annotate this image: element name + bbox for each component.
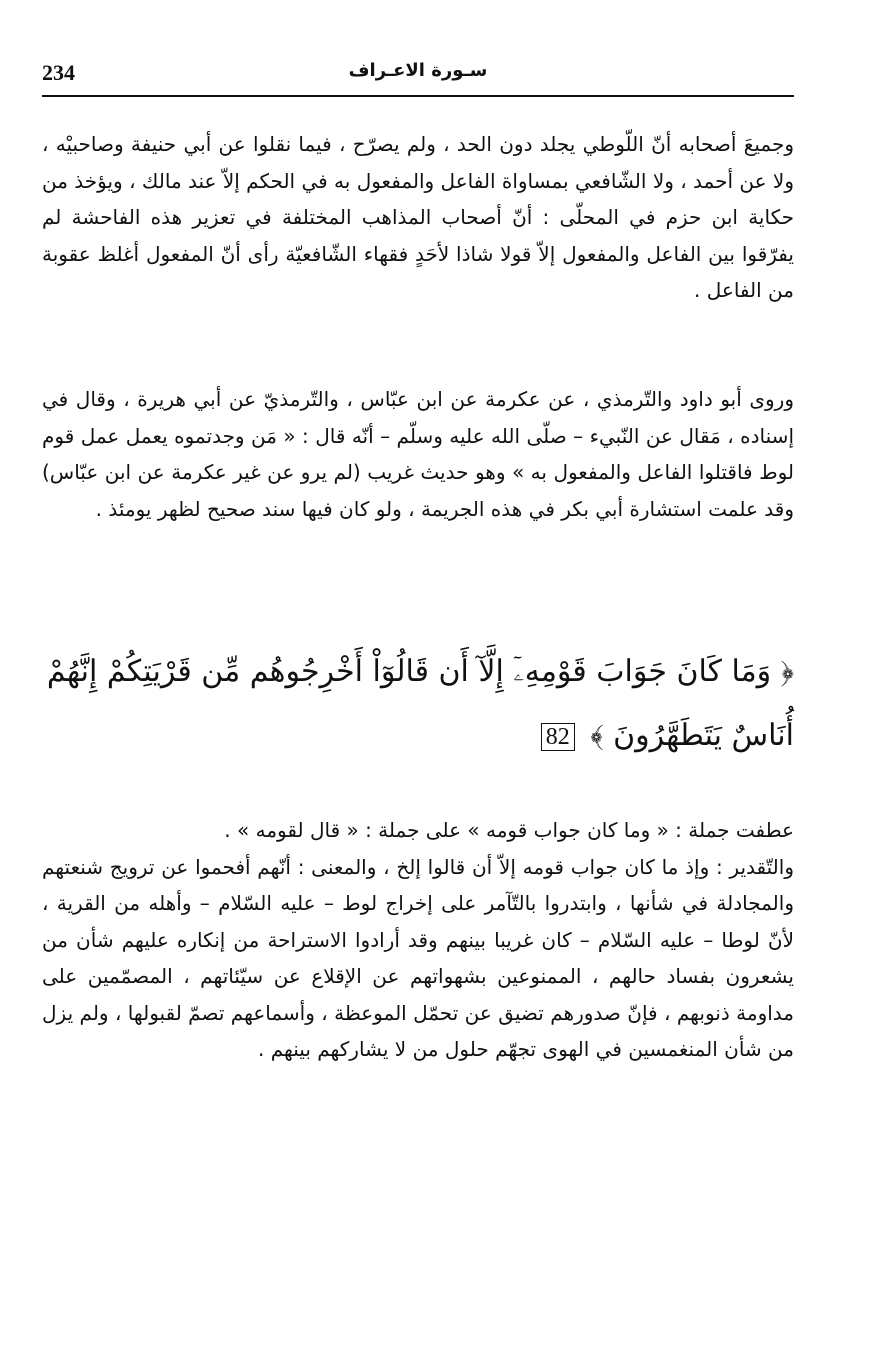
page-number: 234 bbox=[42, 60, 75, 85]
header-rule bbox=[42, 95, 794, 97]
commentary-block-1 bbox=[42, 126, 794, 309]
verse-text: وَمَا كَانَ جَوَابَ قَوْمِهِۦٓ إِلَّآ أَن قَالُوٓاْ أَخْرِجُوهُم مِّن قَرْيَتِكُمْ إِنَّهُمْ أُنَاسٌ يَتَطَهَّرُونَ bbox=[46, 654, 794, 753]
paragraph: وروى أبو داود والتّرمذي ، عن عكرمة عن ابن عبّاس ، والتّرمذيّ عن أبي هريرة ، وقال في إسناده ، مَقال عن النّبيء – صلّى الله عليه وسلّم – أنّه قال : « مَن وجدتموه يعمل عمل قوم لوط فاقتلوا الفاعل والمفعول به » وهو حديث غريب (لم يرو عن غير عكرمة عن ابن عبّاس) وقد علمت استشارة أبي بكر في هذه الجريمة ، ولو كان فيها سند صحيح لظهر يومئذ . bbox=[42, 387, 794, 521]
commentary-block-3 bbox=[42, 812, 794, 1068]
commentary-block-2 bbox=[42, 381, 794, 527]
page-header bbox=[42, 58, 794, 94]
paragraph: عطفت جملة : « وما كان جواب قومه » على جملة : « قال لقومه » . bbox=[224, 818, 794, 842]
paragraph: وجميعَ أصحابه أنّ اللّوطي يجلد دون الحد ، ولم يصرّح ، فيما نقلوا عن أبي حنيفة وصاحبيْه ، ولا عن أحمد ، ولا الشّافعي بمساواة الفاعل والمفعول به في الحكم إلاّ عند مالك ، ويؤخذ من حكاية ابن حزم في المحلّى : أنّ أصحاب المذاهب المختلفة في تعزير هذه الفاحشة لم يفرّقوا بين الفاعل والمفعول إلاّ قولا شاذا لأحَدٍ فقهاء الشّافعيّة رأى أنّ المفعول أغلظ عقوبة من الفاعل . bbox=[42, 132, 794, 302]
verse-open-bracket: ﴿ bbox=[780, 654, 794, 689]
verse-number: 82 bbox=[541, 723, 575, 751]
quran-verse bbox=[42, 640, 794, 768]
verse-close-bracket: ﴾ bbox=[590, 718, 604, 753]
paragraph: والتّقدير : وإذ ما كان جواب قومه إلاّ أن قالوا إلخ ، والمعنى : أنّهم أفحموا عن ترويج شنعتهم والمجادلة في شأنها ، وابتدروا بالتّآمر على إخراج لوط – عليه السّلام – وأهله من القرية ، لأنّ لوطا – عليه السّلام – كان غريبا بينهم وقد أرادوا الاستراحة من إنكاره عليهم شأن من يشعرون بفساد حالهم ، الممنوعين بشهواتهم عن الإقلاع عن سيّئاتهم ، المصمّمين على مداومة ذنوبهم ، فإنّ صدورهم تضيق عن تحمّل الموعظة ، وأسماعهم تصمّ لقبولها ، ولم يزل من شأن المنغمسين في الهوى تجهّم حلول من لا يشاركهم بينهم . bbox=[42, 854, 794, 1061]
running-title: سـورة الاعـراف bbox=[348, 60, 488, 81]
